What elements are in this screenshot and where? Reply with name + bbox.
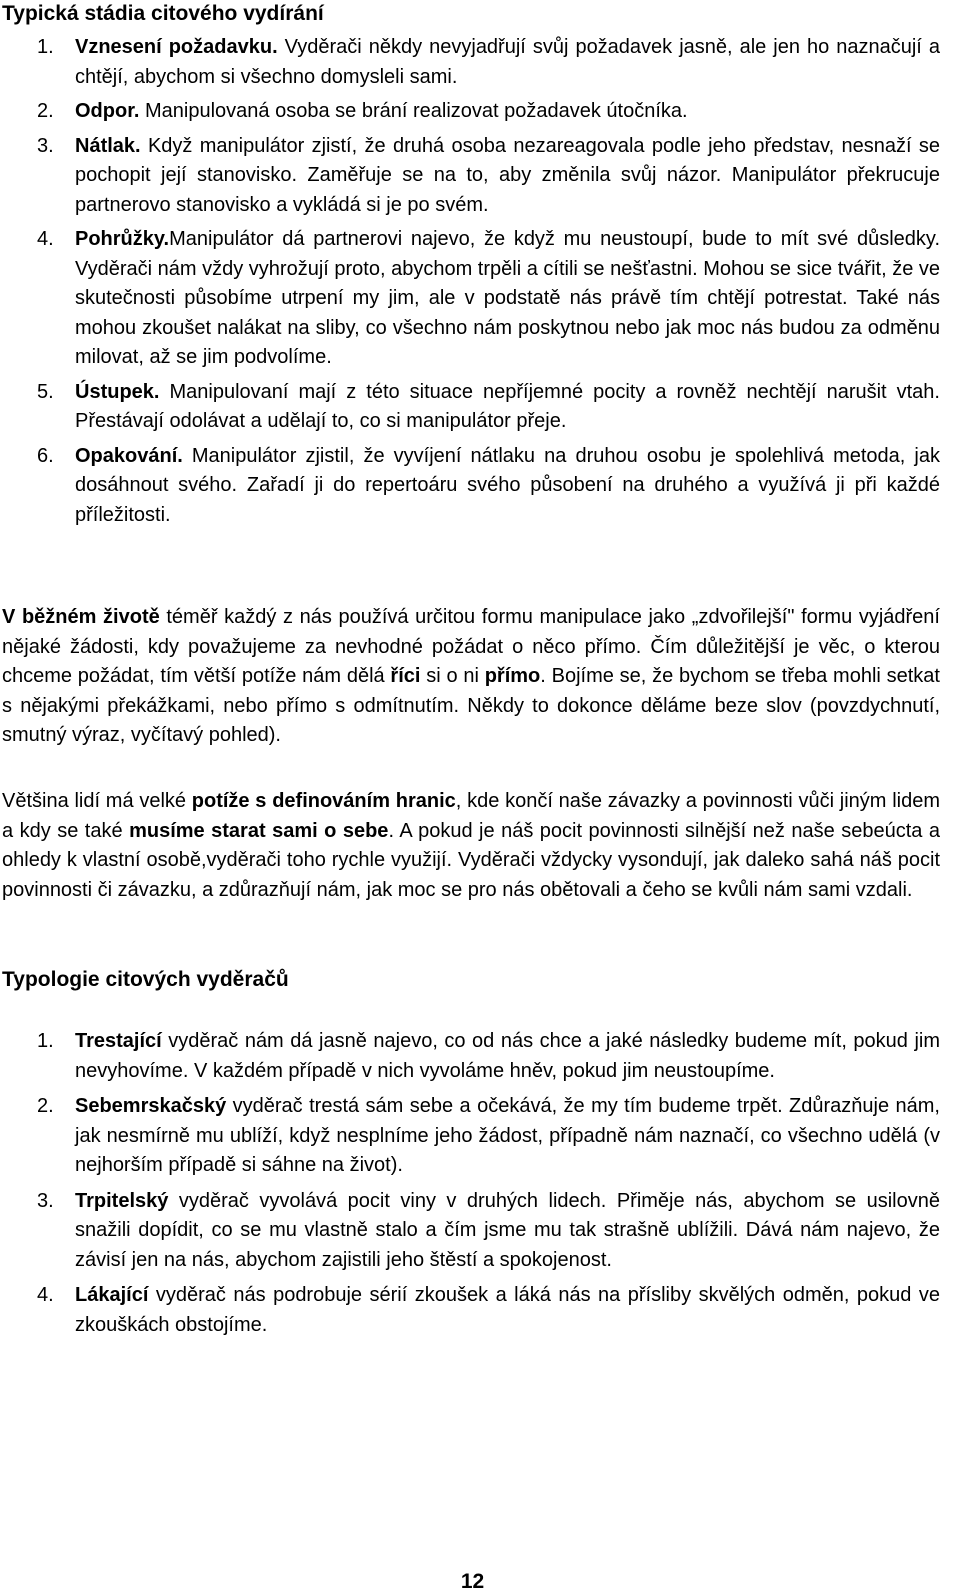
item-number: 4. [37,228,54,250]
list-item [0,97,940,127]
list-item [0,1281,940,1340]
list-item [0,1027,940,1086]
item-number: 1. [37,36,54,58]
item-term: Lákající [75,1284,149,1306]
section-heading-typology: Typologie citových vyděračů [2,968,289,991]
bold-phrase: přímo [484,665,541,687]
text-run: téměř každý z nás používá určitou formu manipulace jako „zdvořilejší" formu vyjádření nějaké žádosti, kdy považujeme za nevhodné požádat o něco přímo. Čím důležitější je věc, o kterou chceme požádat, tím větší potíže nám dělá [2,606,940,687]
item-text: Manipulátor dá partnerovi najevo, že když mu neustoupí, bude to mít své důsledky. Vyděrači nám vždy vyhrožují proto, abychom trpěli a cítili se nešťastni. Mohou se sice tvářit, že ve skutečnosti působíme utrpení my jim, ale v podstatě nás právě tím chtějí potrestat. Také nás mohou zkoušet nalákat na sliby, co všechno nám poskytnou nebo jak moc nás budou za odměnu milovat, až se jim podvolíme. [75,228,940,368]
text-run: . Bojíme se, že bychom se třeba mohli setkat s nějakými překážkami, nebo přímo s odmítnutím. Někdy to dokonce děláme beze slov (povzdychnutí, smutný výraz, vyčítavý pohled). [2,665,940,746]
item-term: Trpitelský [75,1189,169,1212]
item-text: Když manipulátor zjistí, že druhá osoba nezareagovala podle jeho představ, nesnaží se pochopit její stanovisko. Zaměřuje se na to, aby změnila svůj názor. Manipulátor překrucuje partnerovo stanovisko a vykládá si je po svém. [75,134,940,216]
item-term: Pohrůžky. [75,228,170,250]
item-number: 6. [37,444,54,467]
item-text: vyděrač nás podrobuje sérií zkoušek a láká nás na přísliby skvělých odměn, pokud ve zkouškách obstojíme. [75,1284,940,1336]
paragraph-everyday-life [2,603,940,751]
list-item [0,442,940,531]
item-number: 3. [37,1189,54,1212]
text-run: si o ni [420,665,485,687]
item-text: vyděrač trestá sám sebe a očekává, že my tím budeme trpět. Zdůrazňuje nám, jak nesmírně mu ublíží, když nesplníme jeho žádost, případně nám naznačí, co všechno udělá (v nejhorším případě si sáhne na život). [75,1095,940,1176]
item-number: 2. [37,100,54,122]
text-run: Většina lidí má velké [2,790,192,812]
list-item [0,378,940,437]
page-number: 12 [460,1570,485,1593]
text-run: . A pokud je náš pocit povinnosti silnější než naše sebeúcta a ohledy k vlastní osobě,vyděrači toho rychle využijí. Vyděrači vždycky vysondují, jak daleko sahá náš pocit povinnosti či závazku, a zdůrazňují nám, jak moc se pro nás obětovali a čeho se kvůli nám sami vzdali. [2,819,940,901]
bold-phrase: říci [390,665,421,687]
list-item [0,1187,940,1276]
item-term: Odpor. [75,100,140,122]
section-heading-stages: Typická stádia citového vydírání [2,2,324,25]
item-number: 1. [37,1030,54,1052]
list-item [0,1092,940,1181]
list-item [0,225,940,373]
item-term: Ústupek. [75,380,160,403]
list-item [0,132,940,221]
paragraph-boundaries [2,787,940,905]
item-number: 3. [37,134,54,157]
item-text: Vyděrači někdy nevyjadřují svůj požadavek jasně, ale jen ho naznačují a chtějí, abychom si všechno domysleli sami. [75,36,941,88]
item-text: Manipulátor zjistil, že vyvíjení nátlaku na druhou osobu je spolehlivá metoda, jak dosáhnout svého. Zařadí ji do repertoáru svého působení na druhého a využívá ji při každé příležitosti. [75,444,940,526]
text-run: , kde končí naše závazky a povinnosti vůči jiným lidem a kdy se také [2,790,940,842]
stages-list [0,33,940,535]
bold-phrase: musíme starat sami o sebe [129,819,389,842]
item-text: Manipulovaná osoba se brání realizovat požadavek útočníka. [139,100,688,122]
item-number: 4. [37,1284,54,1306]
item-term: Sebemrskačský [75,1095,227,1117]
bold-phrase: V běžném životě [2,606,160,628]
item-text: Manipulovaní mají z této situace nepříjemné pocity a rovněž nechtějí narušit vtah. Přestávají odolávat a udělají to, co si manipulátor přeje. [75,380,940,432]
item-number: 2. [37,1095,54,1117]
item-text: vyděrač nám dá jasně najevo, co od nás chce a jaké následky budeme mít, pokud jim nevyhovíme. V každém případě v nich vyvoláme hněv, pokud jim neustoupíme. [75,1030,940,1082]
item-term: Vznesení požadavku. [75,36,278,58]
list-item [0,33,940,92]
item-text: vyděrač vyvolává pocit viny v druhých lidech. Přiměje nás, abychom se usilovně snažili dopídit, co se mu vlastně stalo a čím jsme mu tak strašně ublížili. Dává nám najevo, že závisí jen na nás, abychom zajistili jeho štěstí a spokojenost. [75,1189,940,1271]
item-term: Trestající [75,1030,162,1052]
bold-phrase: potíže s definováním hranic [191,790,456,812]
item-term: Nátlak. [75,134,141,157]
typology-list [0,1027,940,1346]
item-term: Opakování. [75,444,183,467]
item-number: 5. [37,380,54,403]
